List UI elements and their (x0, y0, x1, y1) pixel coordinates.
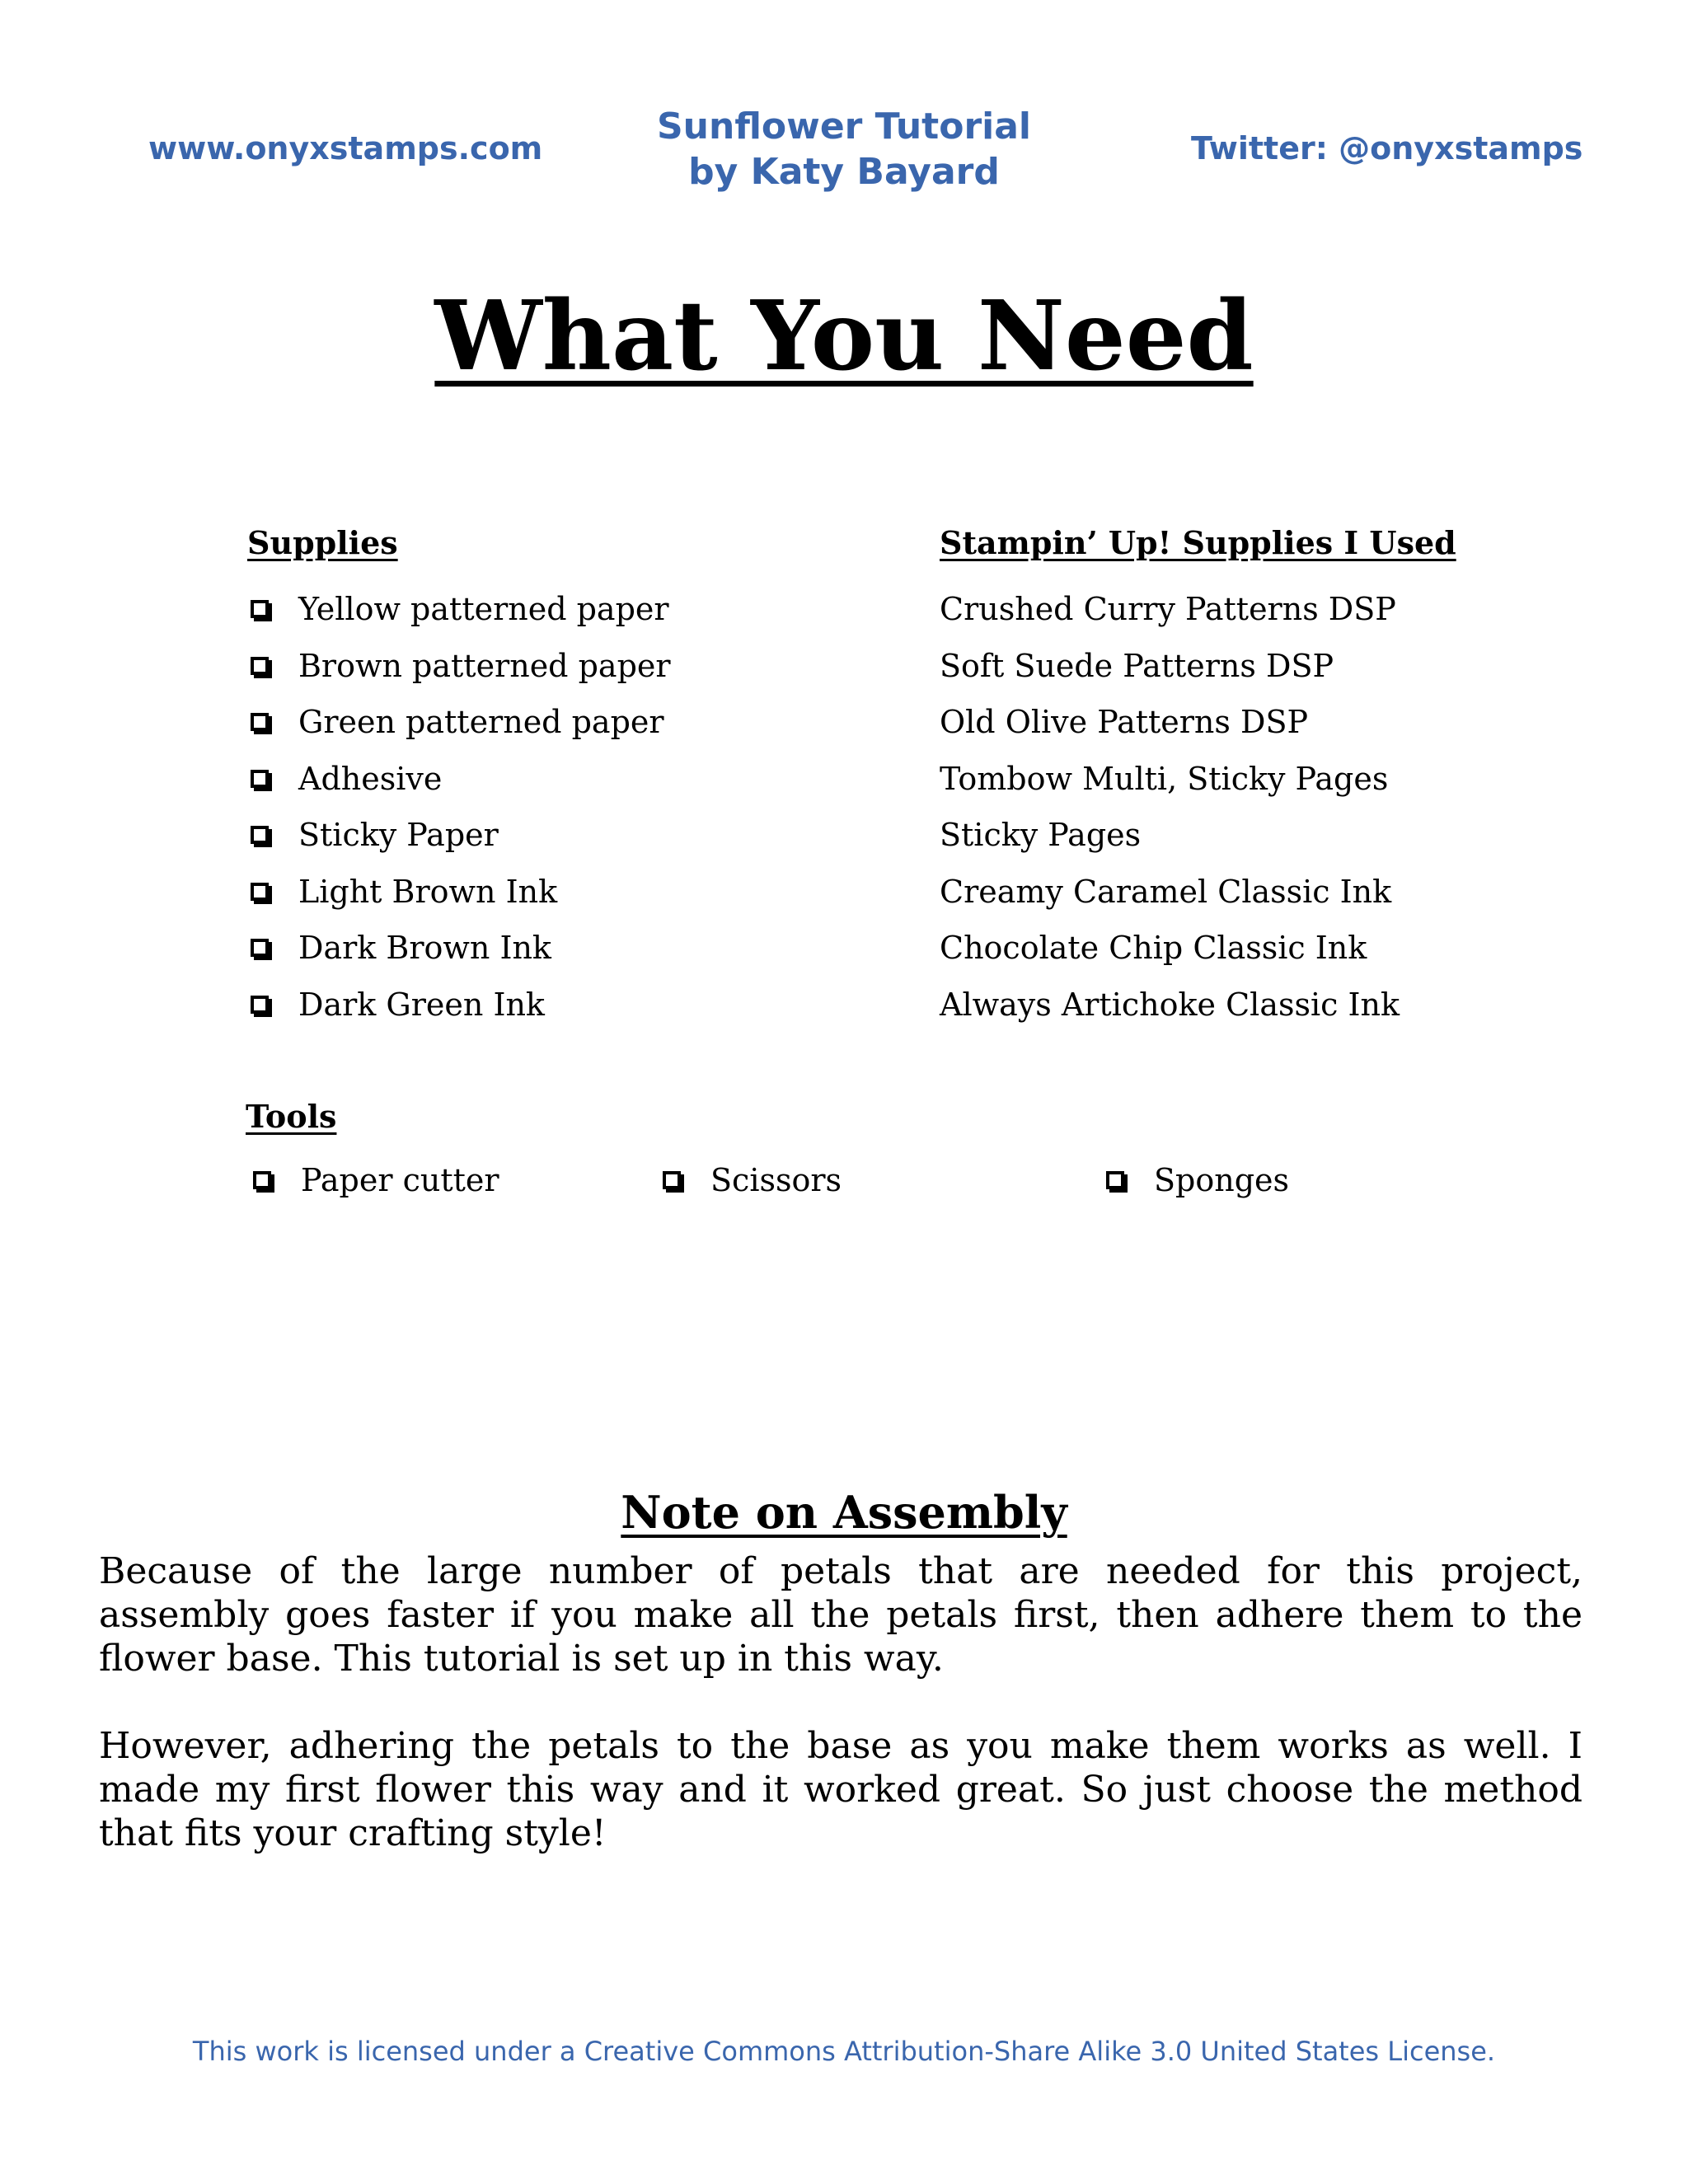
page-title: What You Need (434, 280, 1254, 392)
header-title-line-1: Sunflower Tutorial (656, 105, 1031, 148)
tool-label: Scissors (710, 1162, 842, 1198)
supply-label: Green patterned paper (298, 704, 664, 741)
list-item (940, 864, 1400, 921)
stampin-up-item: Crushed Curry Patterns DSP (940, 591, 1396, 628)
header-title-line-2: by Katy Bayard (688, 151, 1000, 193)
tool-item-paper-cutter (250, 1160, 499, 1201)
supply-label: Sticky Paper (298, 817, 499, 854)
list-item (247, 751, 671, 808)
tool-label: Sponges (1154, 1162, 1290, 1198)
supply-label: Adhesive (298, 760, 443, 797)
supply-label: Dark Green Ink (298, 986, 545, 1023)
list-item (940, 638, 1400, 695)
list-item (940, 751, 1400, 808)
stampin-up-item: Chocolate Chip Classic Ink (940, 930, 1367, 967)
supply-label: Dark Brown Ink (298, 930, 551, 967)
stampin-up-list (940, 581, 1400, 1033)
list-item (940, 694, 1400, 751)
tool-label: Paper cutter (301, 1162, 499, 1198)
supply-label: Yellow patterned paper (298, 591, 669, 628)
supplies-heading: Supplies (247, 524, 398, 561)
supply-label: Light Brown Ink (298, 873, 558, 910)
tools-heading: Tools (246, 1098, 337, 1135)
checkbox-icon[interactable] (251, 713, 269, 731)
list-item (247, 920, 671, 977)
twitter-handle[interactable]: Twitter: @onyxstamps (1191, 130, 1583, 166)
checkbox-icon[interactable] (251, 657, 269, 675)
checkbox-icon[interactable] (251, 996, 269, 1014)
list-item (247, 807, 671, 864)
stampin-up-item: Tombow Multi, Sticky Pages (940, 760, 1389, 797)
website-link[interactable]: www.onyxstamps.com (148, 130, 543, 166)
checkbox-icon[interactable] (663, 1171, 681, 1189)
list-item (247, 977, 671, 1033)
checkbox-icon[interactable] (251, 770, 269, 788)
checkbox-icon[interactable] (251, 600, 269, 618)
note-paragraph-1: Because of the large number of petals that are needed for this project, assembly goes faster if you make all the petals first, then adhere them to the flower base. This tutorial is set up in this way. (99, 1550, 1582, 1680)
checkbox-icon[interactable] (251, 939, 269, 957)
list-item (247, 638, 671, 695)
list-item (247, 864, 671, 921)
stampin-up-item: Sticky Pages (940, 817, 1142, 854)
list-item (940, 977, 1400, 1033)
tool-item-sponges (1103, 1160, 1289, 1201)
note-title: Note on Assembly (621, 1486, 1067, 1539)
stampin-up-item: Old Olive Patterns DSP (940, 704, 1309, 741)
list-item (940, 581, 1400, 638)
supplies-list (247, 581, 671, 1033)
list-item (247, 694, 671, 751)
document-header-title (597, 104, 1091, 194)
list-item (940, 807, 1400, 864)
list-item (940, 920, 1400, 977)
checkbox-icon[interactable] (251, 883, 269, 901)
tool-item-scissors (659, 1160, 842, 1201)
license-footer[interactable]: This work is licensed under a Creative Commons Attribution-Share Alike 3.0 United States License. (192, 2036, 1496, 2067)
stampin-up-heading: Stampin’ Up! Supplies I Used (940, 524, 1456, 561)
checkbox-icon[interactable] (253, 1171, 271, 1189)
stampin-up-item: Always Artichoke Classic Ink (940, 986, 1400, 1023)
stampin-up-item: Soft Suede Patterns DSP (940, 647, 1334, 684)
supply-label: Brown patterned paper (298, 647, 671, 684)
checkbox-icon[interactable] (1106, 1171, 1124, 1189)
stampin-up-item: Creamy Caramel Classic Ink (940, 873, 1392, 910)
list-item (247, 581, 671, 638)
note-paragraph-2: However, adhering the petals to the base as you make them works as well. I made my first flower this way and it worked great. So just choose the method that fits your crafting style! (99, 1725, 1582, 1854)
checkbox-icon[interactable] (251, 826, 269, 844)
